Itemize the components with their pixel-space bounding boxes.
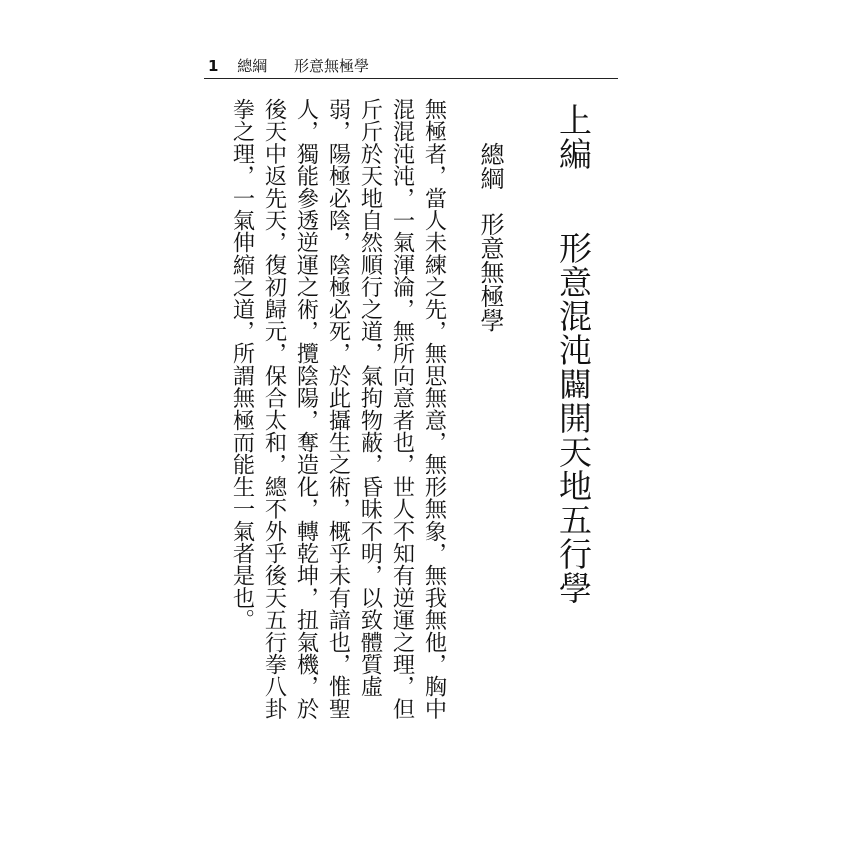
body-line-6: 後天中返先天，復初歸元，保合太和，總不外乎後天五行拳八卦: [261, 98, 287, 720]
body-line-7: 拳之理，一氣伸縮之道，所謂無極而能生一氣者是也。: [229, 98, 255, 631]
body-line-5: 人，獨能參透逆運之術，攬陰陽，奪造化，轉乾坤，扭氣機，於: [293, 98, 319, 720]
part-label: 上編: [554, 103, 593, 171]
body-line-3: 斤斤於天地自然順行之道，氣拘物蔽，昏昧不明，以致體質虛: [357, 98, 383, 698]
part-title: [553, 103, 593, 605]
page-number: 1: [208, 57, 219, 75]
header-rule: [204, 78, 618, 79]
body-line-2: 混混沌沌，一氣渾淪，無所向意者也，世人不知有逆運之理，但: [389, 98, 415, 720]
part-title-text: 形意混沌闢開天地五行學: [554, 231, 593, 605]
body-line-1: 無極者，當人未練之先，無思無意，無形無象，無我無他，胸中: [421, 98, 447, 720]
chapter-title: [475, 142, 505, 332]
running-head: [208, 55, 369, 77]
running-head-title: 形意無極學: [294, 57, 370, 75]
running-head-section: 總綱: [237, 57, 268, 75]
body-line-4: 弱，陽極必陰，陰極必死，於此攝生之術，概乎未有諳也，惟聖: [325, 98, 351, 720]
chapter-section: 總綱: [476, 142, 504, 190]
chapter-title-text: 形意無極學: [476, 212, 504, 332]
